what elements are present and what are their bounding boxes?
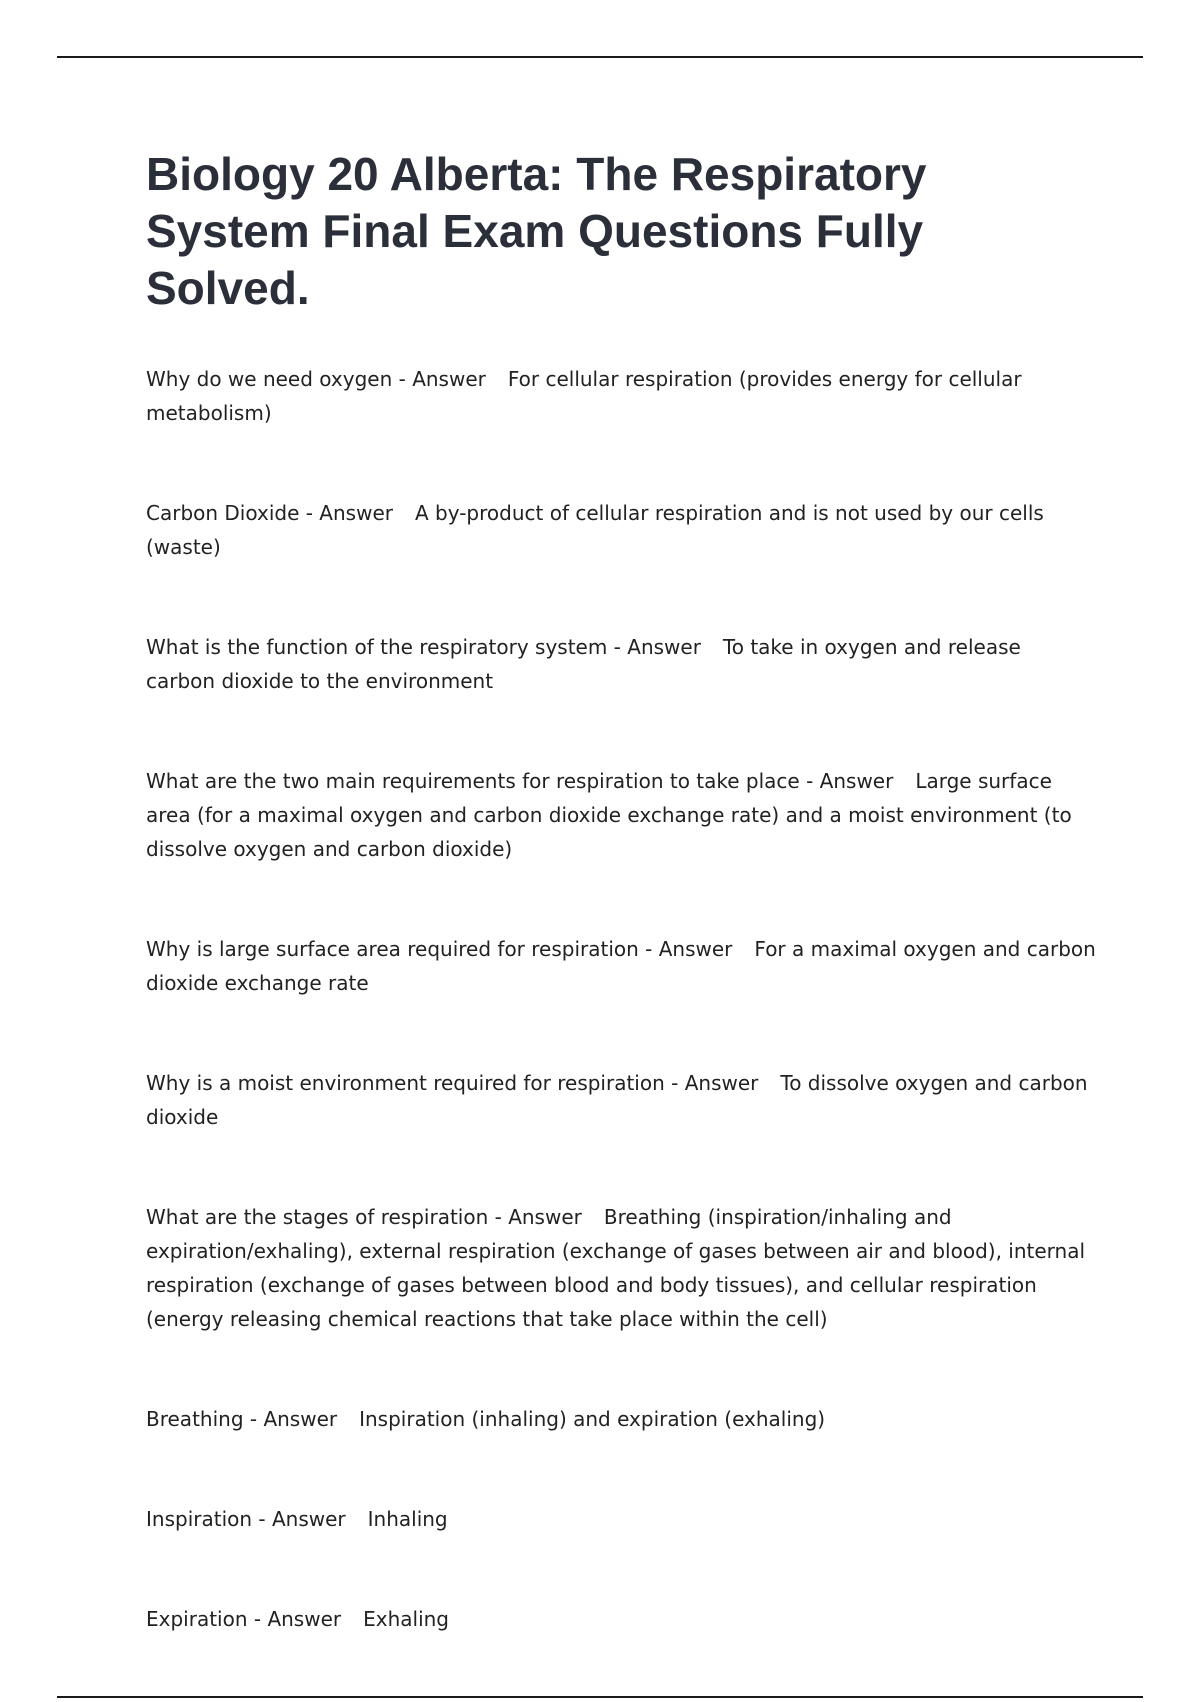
qa-answer: A by-product of cellular respiration and is not used by our cells (waste) xyxy=(146,501,1044,559)
qa-answer: Inspiration (inhaling) and expiration (exhaling) xyxy=(359,1407,826,1431)
qa-question: What are the two main requirements for respiration to take place - Answer xyxy=(146,769,894,793)
qa-item xyxy=(146,1502,1096,1536)
qa-answer: Breathing (inspiration/inhaling and expiration/exhaling), external respiration (exchange of gases between air and blood), internal respiration (exchange of gases between blood and body tissues), and cellular respiration (energy releasing chemical reactions that take place within the cell) xyxy=(146,1205,1086,1331)
qa-question: Breathing - Answer xyxy=(146,1407,338,1431)
qa-question: Why do we need oxygen - Answer xyxy=(146,367,486,391)
qa-answer: Large surface area (for a maximal oxygen and carbon dioxide exchange rate) and a moist environment (to dissolve oxygen and carbon dioxide) xyxy=(146,769,1072,861)
qa-answer: Inhaling xyxy=(367,1507,448,1531)
qa-question: What is the function of the respiratory system - Answer xyxy=(146,635,701,659)
qa-item xyxy=(146,362,1096,430)
qa-answer: To take in oxygen and release carbon dioxide to the environment xyxy=(146,635,1021,693)
qa-item xyxy=(146,1602,1096,1636)
qa-list xyxy=(146,362,1096,1702)
qa-answer: For cellular respiration (provides energy for cellular metabolism) xyxy=(146,367,1022,425)
qa-question: Inspiration - Answer xyxy=(146,1507,346,1531)
qa-question: Why is a moist environment required for respiration - Answer xyxy=(146,1071,759,1095)
qa-item xyxy=(146,630,1096,698)
qa-item xyxy=(146,764,1096,866)
qa-answer: To dissolve oxygen and carbon dioxide xyxy=(146,1071,1088,1129)
qa-item xyxy=(146,932,1096,1000)
document-title: Biology 20 Alberta: The Respiratory System Final Exam Questions Fully Solved. xyxy=(146,148,927,314)
qa-item xyxy=(146,1402,1096,1436)
qa-answer: Exhaling xyxy=(363,1607,449,1631)
top-rule xyxy=(57,56,1143,58)
qa-item xyxy=(146,1200,1096,1336)
qa-item xyxy=(146,1066,1096,1134)
qa-item xyxy=(146,496,1096,564)
qa-question: Expiration - Answer xyxy=(146,1607,342,1631)
qa-question: What are the stages of respiration - Answer xyxy=(146,1205,582,1229)
qa-question: Why is large surface area required for respiration - Answer xyxy=(146,937,733,961)
qa-question: Carbon Dioxide - Answer xyxy=(146,501,393,525)
bottom-rule xyxy=(57,1696,1143,1698)
qa-answer: For a maximal oxygen and carbon dioxide exchange rate xyxy=(146,937,1096,995)
